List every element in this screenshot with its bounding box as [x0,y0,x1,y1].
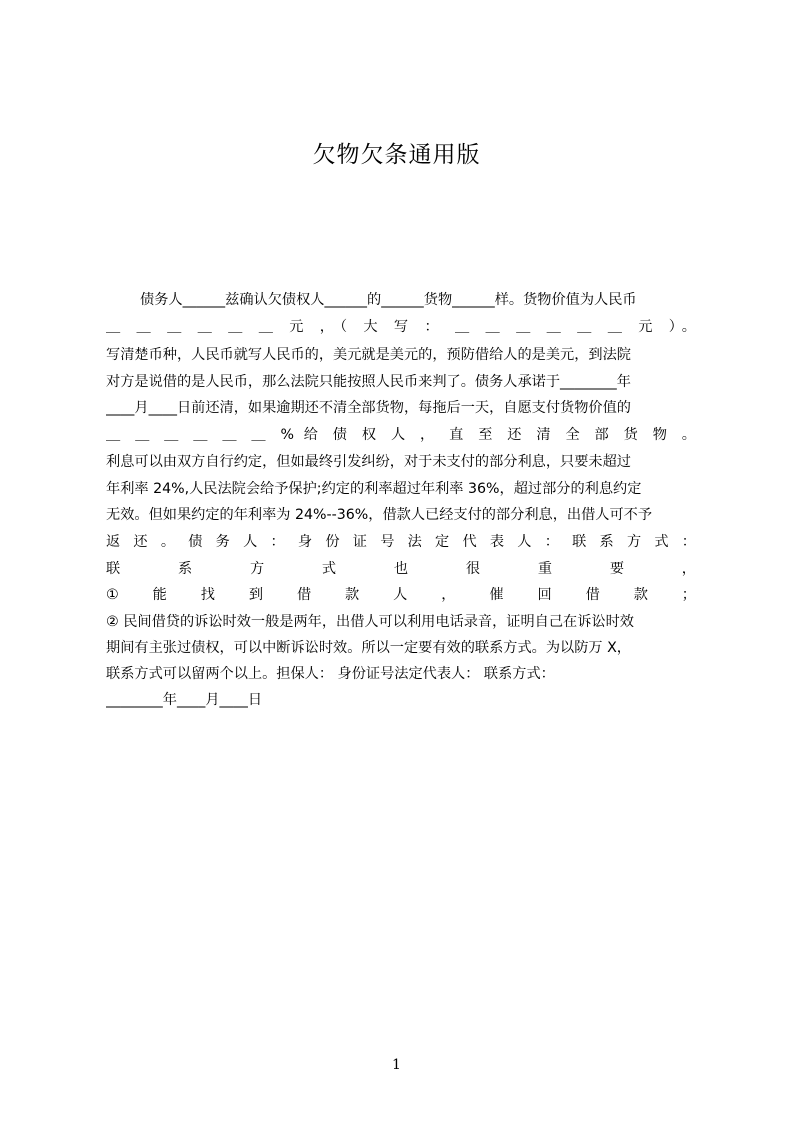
page-number: 1 [392,1057,401,1073]
body-line-6: ＿ ＿ ＿ ＿ ＿ ＿ % 给 债 权 人 ， 直 至 还 清 全 部 货 物 。 [106,427,696,443]
body-line-15: 联系方式可以留两个以上。担保人： 身份证号法定代表人： 联系方式： [106,666,555,682]
body-line-10: 返 还 。 债 务 人 ： 身 份 证 号 法 定 代 表 人 ： 联 系 方 式 ： [106,534,696,550]
body-line-1: 债务人______兹确认欠债权人______的______货物______样。货物价值为人民币 [140,292,637,308]
body-line-12: ① 能 找 到 借 款 人 ， 催 回 借 款 ； [106,587,696,603]
body-line-13: ② 民间借贷的诉讼时效一般是两年，出借人可以利用电话录音，证明自己在诉讼时效 [106,614,634,630]
body-line-11: 联 系 方 式 也 很 重 要 ， [106,561,696,577]
body-line-5: ____月____日前还清，如果逾期还不清全部货物，每拖后一天，自愿支付货物价值的 [106,400,631,416]
document-title: 欠物欠条通用版 [312,142,481,168]
body-line-9: 无效。但如果约定的年利率为 24%--36%，借款人已经支付的部分利息，出借人可不予 [106,507,653,523]
body-line-4: 对方是说借的是人民币，那么法院只能按照人民币来判了。债务人承诺于________年 [106,374,631,390]
body-line-2: ＿ ＿ ＿ ＿ ＿ ＿ 元 ，（ 大 写 ： ＿ ＿ ＿ ＿ ＿ ＿ 元 ）。 [106,319,696,335]
body-line-14: 期间有主张过债权，可以中断诉讼时效。所以一定要有效的联系方式。为以防万 X， [106,640,631,656]
signature-date-line: ________年____月____日 [106,692,263,708]
body-line-7: 利息可以由双方自行约定，但如最终引发纠纷，对于未支付的部分利息，只要未超过 [106,454,631,470]
body-line-3: 写清楚币种，人民币就写人民币的，美元就是美元的，预防借给人的是美元，到法院 [106,347,631,363]
body-line-8: 年利率 24%,人民法院会给予保护;约定的利率超过年利率 36%，超过部分的利息约定 [106,481,642,497]
